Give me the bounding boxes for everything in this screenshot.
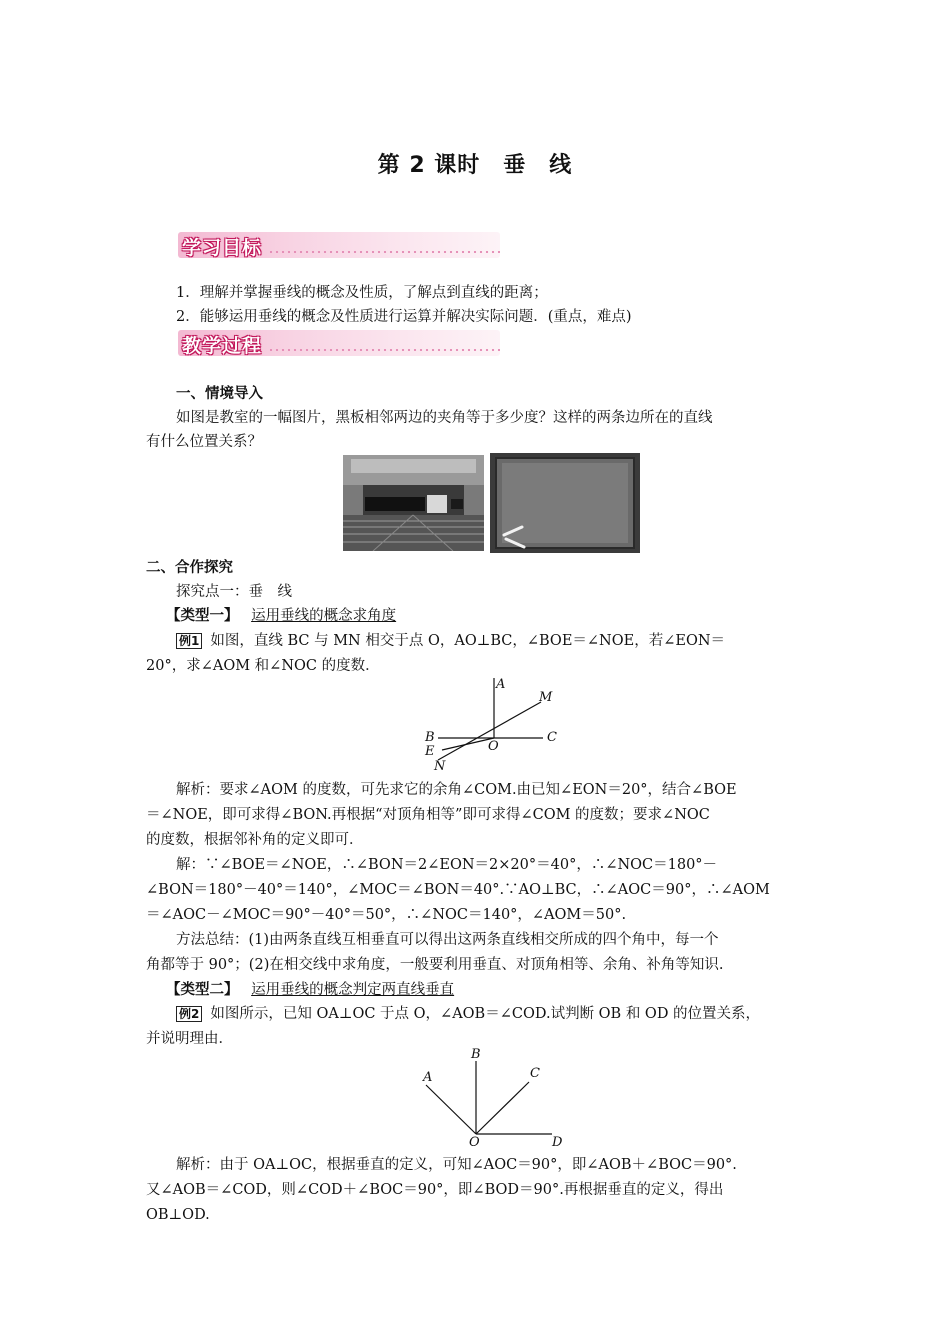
analysis1-line2: ＝∠NOE，即可求得∠BON.再根据“对顶角相等”即可求得∠COM 的度数；要求∠NOC <box>146 807 710 823</box>
example1-line2: 20°，求∠AOM 和∠NOC 的度数． <box>146 658 380 674</box>
analysis2-line3: OB⊥OD. <box>146 1207 210 1223</box>
intro-paragraph-line1: 如图是教室的一幅图片，黑板相邻两边的夹角等于多少度？这样的两条边所在的直线 <box>176 410 713 426</box>
analysis2-line1: 解析：由于 OA⊥OC，根据垂直的定义，可知∠AOC＝90°，即∠AOB＋∠BOC＝90°. <box>176 1157 737 1173</box>
example1-text-line1: 如图，直线 BC 与 MN 相交于点 O，AO⊥BC，∠BOE＝∠NOE，若∠EON＝ <box>210 633 726 649</box>
banner-dots <box>268 251 500 253</box>
classroom-illustration <box>343 455 484 551</box>
section-banner-process <box>178 330 500 356</box>
label-c: C <box>530 1066 540 1081</box>
analysis2-line2: 又∠AOB＝∠COD，则∠COD＋∠BOC＝90°，即∠BOD＝90°.再根据垂直的定义，得出 <box>146 1182 724 1198</box>
objective-1: 1．理解并掌握垂线的概念及性质，了解点到直线的距离； <box>176 285 548 301</box>
figure-rays-from-o <box>416 1046 576 1150</box>
ray-oa <box>426 1085 476 1134</box>
label-d: D <box>552 1135 563 1150</box>
example2-line2: 并说明理由． <box>146 1031 233 1047</box>
banner-dots <box>268 349 500 351</box>
type1-title: 运用垂线的概念求角度 <box>251 608 397 624</box>
section-heading-explore: 二、合作探究 <box>146 560 233 576</box>
label-o: O <box>469 1135 480 1150</box>
analysis1-line1 <box>176 780 737 800</box>
label-c: C <box>547 730 557 745</box>
section-banner-objectives <box>178 232 500 258</box>
label-a: A <box>496 677 506 692</box>
intro-paragraph-line2: 有什么位置关系？ <box>146 434 262 450</box>
banner-label: 学习目标 <box>182 237 263 259</box>
type2-title: 运用垂线的概念判定两直线垂直 <box>251 982 455 998</box>
label-b: B <box>471 1047 481 1062</box>
label-m: M <box>539 690 553 705</box>
label-o: O <box>488 739 499 754</box>
summary1-line2: 角都等于 90°；(2)在相交线中求角度，一般要利用垂直、对顶角相等、余角、补角等知识. <box>146 957 724 973</box>
example2-line1 <box>176 1004 760 1024</box>
objective-2: 2．能够运用垂线的概念及性质进行运算并解决实际问题．(重点，难点) <box>176 309 632 325</box>
example1-line1 <box>176 631 725 651</box>
ray-oe <box>442 738 494 750</box>
blackboard-photo <box>490 453 640 553</box>
label-a: A <box>423 1070 433 1085</box>
analysis1-text-line1: 解析：要求∠AOM 的度数，可先求它的余角∠COM.由已知∠EON＝20°，结合∠BOE <box>176 782 737 798</box>
ray-oc <box>476 1082 529 1134</box>
blackboard-illustration <box>490 453 640 553</box>
type1-label: 【类型一】 <box>166 608 239 624</box>
banner-label: 教学过程 <box>182 335 263 357</box>
label-b: B <box>425 730 435 745</box>
solution1-line2: ∠BON＝180°－40°＝140°，∠MOC＝∠BON＝40°.∵AO⊥BC，∴∠AOC＝90°，∴∠AOM <box>146 882 770 898</box>
label-e: E <box>425 744 435 759</box>
example-badge: 例2 <box>176 1006 202 1022</box>
solution1-line1: 解：∵∠BOE＝∠NOE，∴∠BON＝2∠EON＝2×20°＝40°，∴∠NOC＝180°－ <box>176 857 718 873</box>
type2-heading <box>166 980 454 1000</box>
summary1-line1: 方法总结：(1)由两条直线互相垂直可以得出这两条直线相交所成的四个角中，每一个 <box>176 932 719 948</box>
page-title: 第 2 课时 垂 线 <box>377 153 573 178</box>
example2-text-line1: 如图所示，已知 OA⊥OC 于点 O，∠AOB＝∠COD.试判断 OB 和 OD 的位置关系， <box>210 1006 761 1022</box>
example-badge: 例1 <box>176 633 202 649</box>
label-n: N <box>434 759 446 772</box>
section-heading-intro: 一、情境导入 <box>176 386 263 402</box>
type1-heading <box>166 606 396 626</box>
figure-intersecting-lines <box>418 672 568 772</box>
classroom-photo <box>343 455 484 551</box>
explore-point-1: 探究点一：垂 线 <box>176 584 292 600</box>
type2-label: 【类型二】 <box>166 982 239 998</box>
analysis1-line3: 的度数，根据邻补角的定义即可． <box>146 832 364 848</box>
solution1-line3: ＝∠AOC－∠MOC＝90°－40°＝50°，∴∠NOC＝140°，∠AOM＝50°. <box>146 907 627 923</box>
